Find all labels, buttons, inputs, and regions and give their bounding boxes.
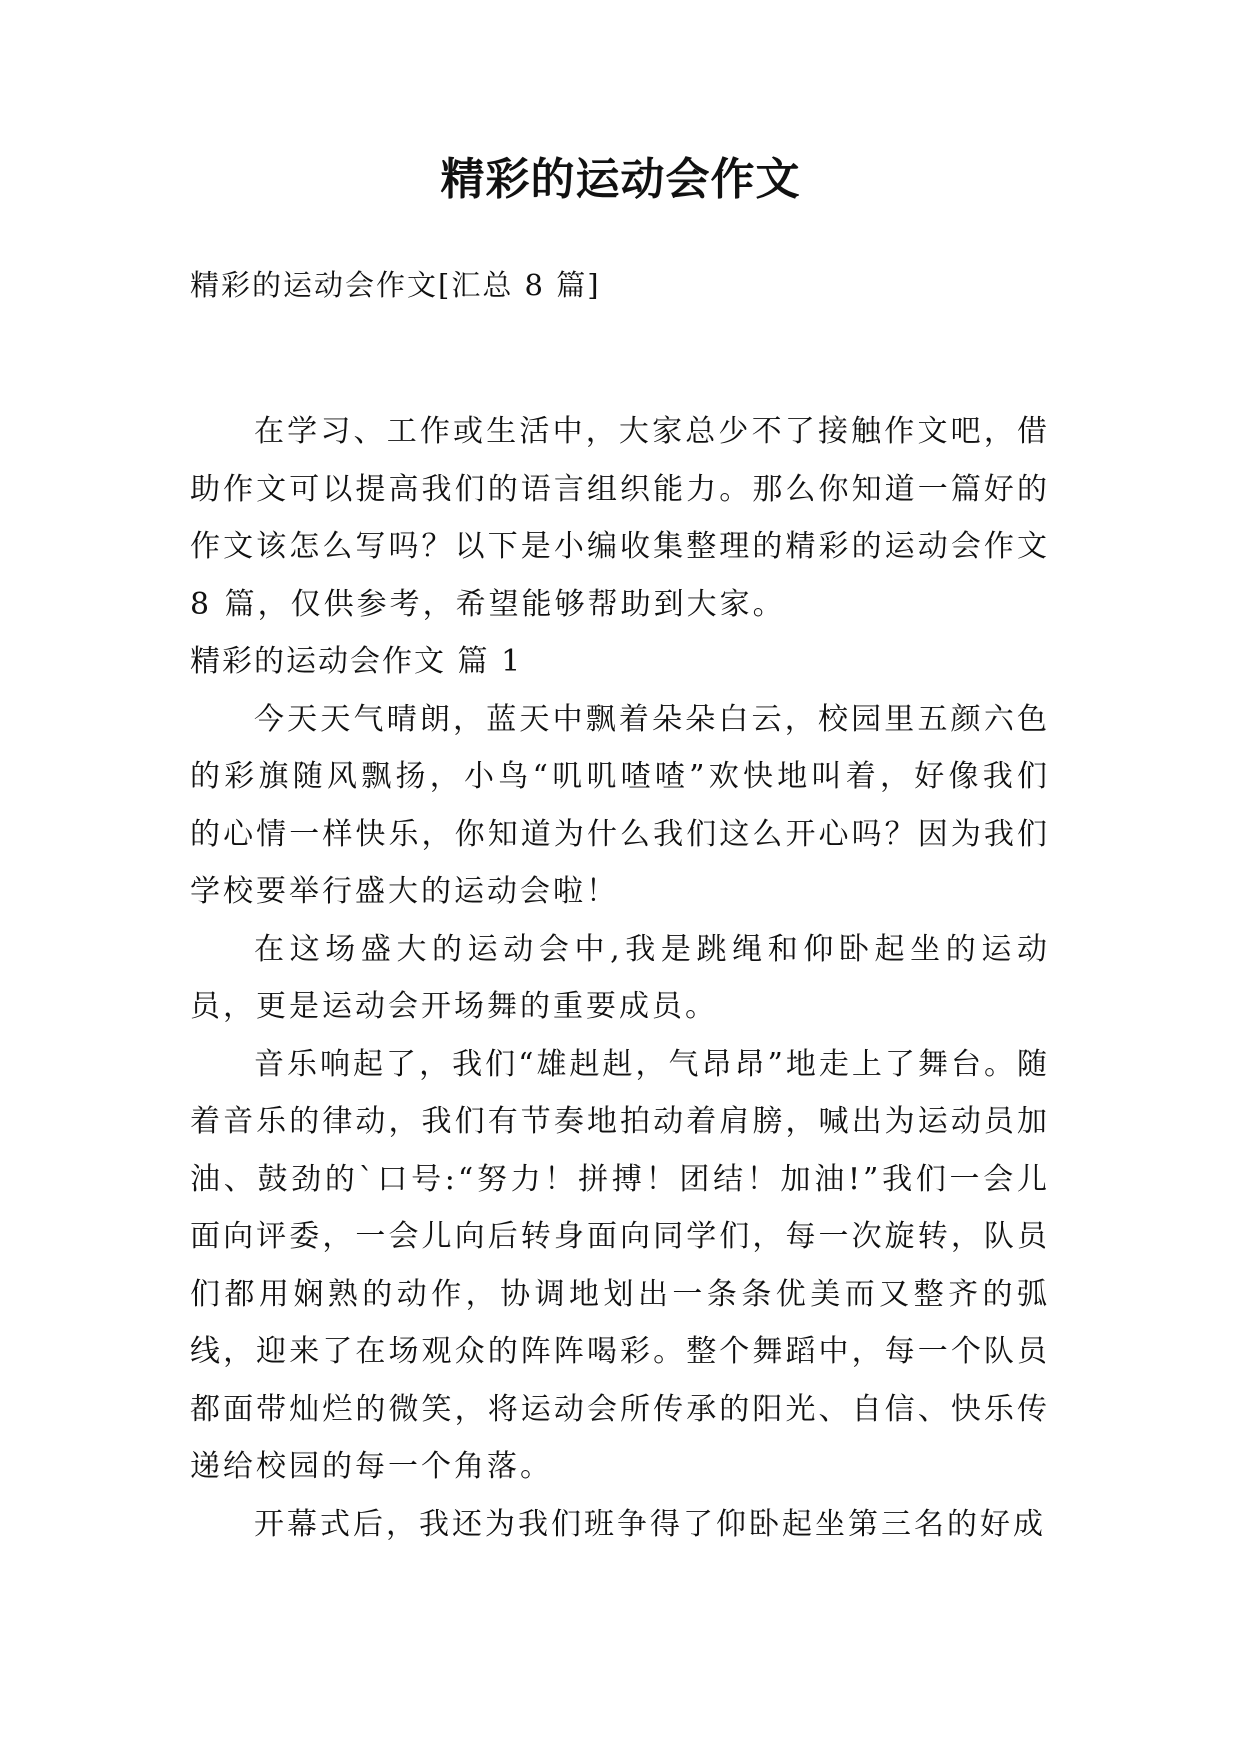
document-title: 精彩的运动会作文	[440, 154, 801, 205]
body-paragraph: 音乐响起了，我们“雄赳赳，气昂昂”地走上了舞台。随着音乐的律动，我们有节奏地拍动着肩膀，喊出为运动员加油、鼓劲的`口号:“努力！拼搏！团结！加油!”我们一会儿面向评委，一会儿向后转身面向同学们，每一次旋转，队员们都用娴熟的动作，协调地划出一条条优美而又整齐的弧线，迎来了在场观众的阵阵喝彩。整个舞蹈中，每一个队员都面带灿烂的微笑，将运动会所传承的阳光、自信、快乐传递给校园的每一个角落。	[190, 1046, 1050, 1484]
document-body	[190, 403, 1050, 1553]
document-subtitle: 精彩的运动会作文[汇总 8 篇]	[190, 268, 601, 302]
intro-paragraph: 在学习、工作或生活中，大家总少不了接触作文吧，借助作文可以提高我们的语言组织能力。那么你知道一篇好的作文该怎么写吗？以下是小编收集整理的精彩的运动会作文 8 篇，仅供参考，希望能够帮助到大家。	[190, 414, 1050, 622]
body-paragraph: 开幕式后，我还为我们班争得了仰卧起坐第三名的好成	[254, 1506, 1046, 1542]
body-paragraph: 今天天气晴朗，蓝天中飘着朵朵白云，校园里五颜六色的彩旗随风飘扬，小鸟“叽叽喳喳”欢快地叫着，好像我们的心情一样快乐，你知道为什么我们这么开心吗？因为我们学校要举行盛大的运动会啦！	[190, 701, 1050, 909]
section-heading: 精彩的运动会作文 篇 1	[190, 644, 523, 679]
body-paragraph: 在这场盛大的运动会中,我是跳绳和仰卧起坐的运动员，更是运动会开场舞的重要成员。	[190, 931, 1050, 1024]
